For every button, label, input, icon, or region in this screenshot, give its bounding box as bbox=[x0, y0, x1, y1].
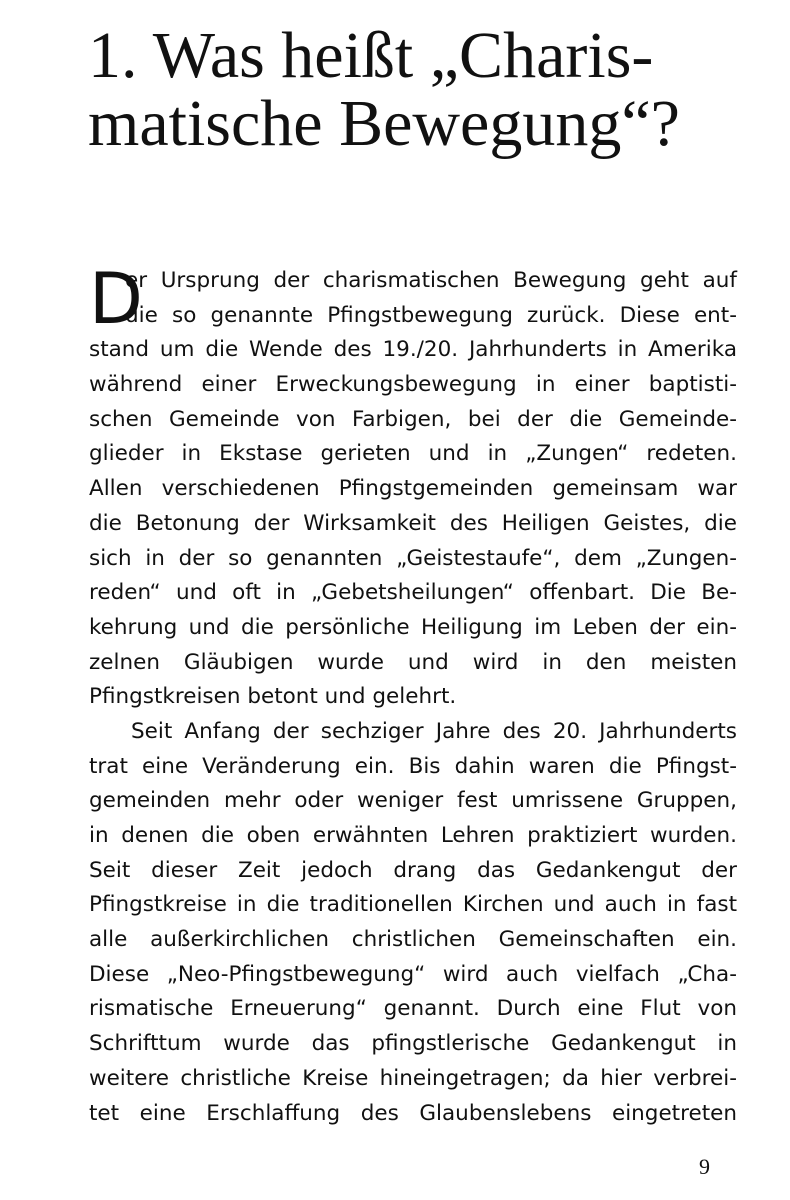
chapter-title-line-2: matische Bewegung“? bbox=[88, 87, 680, 160]
body-line: Allen verschiedenen Pfingstgemeinden gemeinsam war bbox=[89, 476, 737, 502]
body-line: Pfingstkreisen betont und gelehrt. bbox=[89, 684, 457, 710]
body-line: rismatische Erneuerung“ genannt. Durch eine Flut von bbox=[89, 996, 737, 1022]
body-line: glieder in Ekstase gerieten und in „Zungen“ redeten. bbox=[89, 441, 737, 467]
body-line: die so genannte Pfingstbewegung zurück. Diese ent- bbox=[125, 302, 737, 328]
body-line: tet eine Erschlaffung des Glaubenslebens eingetreten bbox=[89, 1100, 737, 1126]
body-line: sich in der so genannten „Geistestaufe“, dem „Zungen- bbox=[89, 545, 737, 571]
body-line: er Ursprung der charismatischen Bewegung geht auf bbox=[125, 268, 737, 293]
body-line: Seit Anfang der sechziger Jahre des 20. Jahrhunderts bbox=[131, 718, 737, 744]
body-line: stand um die Wende des 19./20. Jahrhunderts in Amerika bbox=[89, 337, 737, 363]
body-line: Seit dieser Zeit jedoch drang das Gedankengut der bbox=[89, 857, 737, 883]
body-line: weitere christliche Kreise hineingetragen; da hier verbrei- bbox=[89, 1065, 737, 1091]
body-line: trat eine Veränderung ein. Bis dahin waren die Pfingst- bbox=[89, 753, 737, 779]
body-line: gemeinden mehr oder weniger fest umrissene Gruppen, bbox=[89, 788, 737, 814]
body-line: während einer Erweckungsbewegung in einer baptisti- bbox=[89, 372, 737, 398]
body-line: in denen die oben erwähnten Lehren praktiziert wurden. bbox=[89, 823, 737, 848]
body-text bbox=[89, 258, 737, 1131]
page-number: 9 bbox=[699, 1154, 710, 1179]
chapter-title bbox=[88, 19, 768, 160]
body-line: schen Gemeinde von Farbigen, bei der die Gemeinde- bbox=[89, 406, 737, 432]
body-line: alle außerkirchlichen christlichen Gemeinschaften ein. bbox=[89, 927, 737, 953]
body-line: reden“ und oft in „Gebetsheilungen“ offenbart. Die Be- bbox=[89, 580, 737, 606]
body-line: die Betonung der Wirksamkeit des Heiligen Geistes, die bbox=[89, 510, 737, 536]
chapter-title-line-1: 1. Was heißt „Charis- bbox=[88, 19, 654, 92]
body-line: kehrung und die persönliche Heiligung im Leben der ein- bbox=[89, 614, 737, 640]
body-line: Pfingstkreise in die traditionellen Kirchen und auch in fast bbox=[89, 892, 737, 918]
body-line: Diese „Neo-Pfingstbewegung“ wird auch vielfach „Cha- bbox=[89, 961, 737, 987]
body-line: zelnen Gläubigen wurde und wird in den meisten bbox=[89, 649, 737, 675]
body-line: Schrifttum wurde das pfingstlerische Gedankengut in bbox=[89, 1031, 737, 1057]
drop-cap: D bbox=[89, 258, 143, 340]
